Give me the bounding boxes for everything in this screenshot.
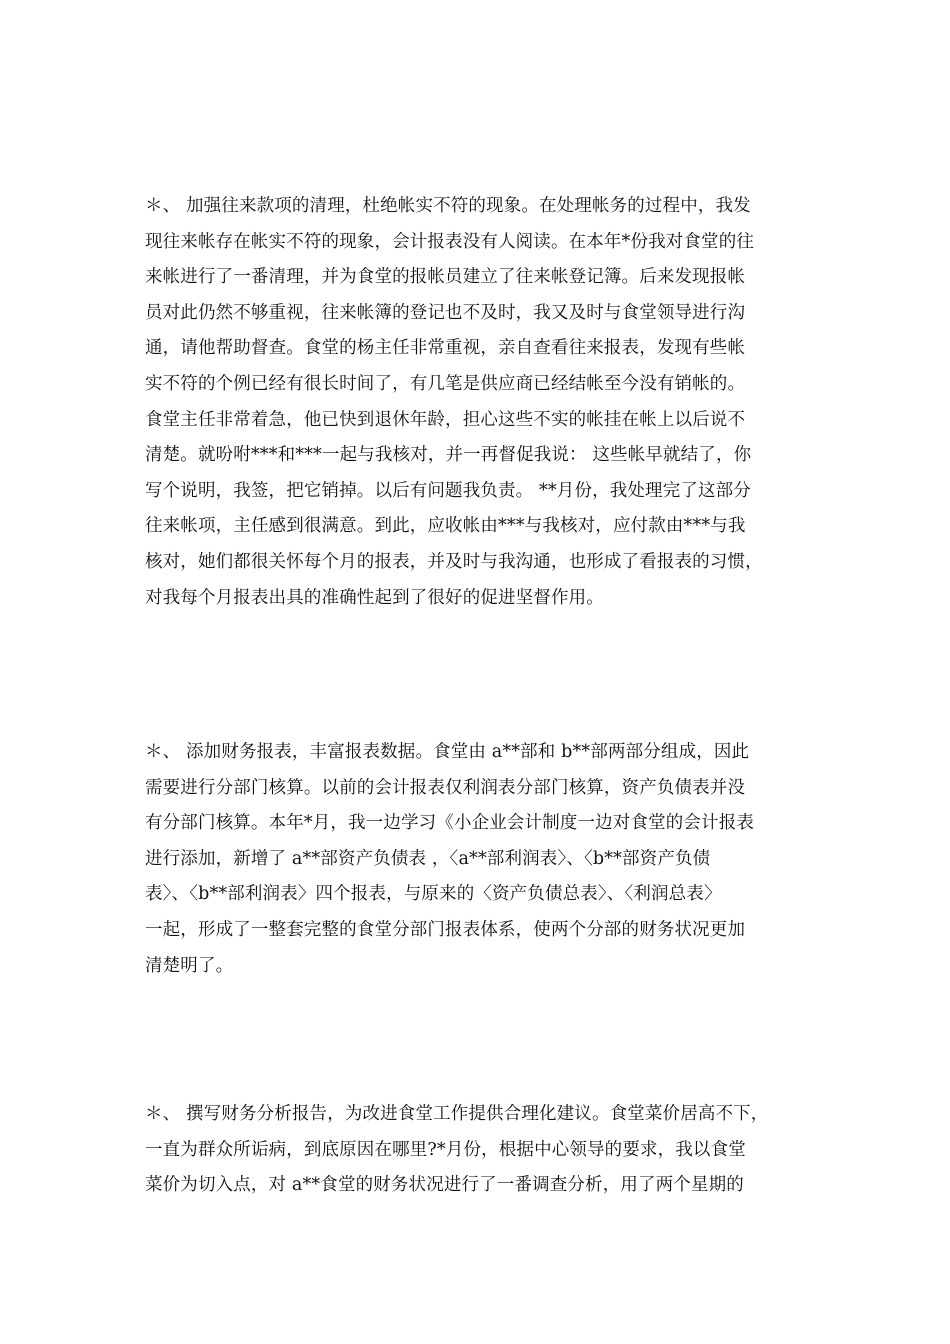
paragraph-line: 一直为群众所诟病，到底原因在哪里?*月份，根据中心领导的要求，我以食堂 bbox=[145, 1139, 746, 1160]
paragraph-line: 有分部门核算。本年*月，我一边学习《小企业会计制度一边对食堂的会计报表 bbox=[145, 813, 754, 834]
paragraph-line: 清楚。就吩咐***和***一起与我核对，并一再督促我说： 这些帐早就结了，你 bbox=[145, 445, 752, 466]
paragraph-line: 对我每个月报表出具的准确性起到了很好的促进坚督作用。 bbox=[145, 587, 604, 608]
paragraph-line: 通，请他帮助督查。食堂的杨主任非常重视，亲自查看往来报表，发现有些帐 bbox=[145, 338, 746, 359]
paragraph-add-reports bbox=[145, 735, 810, 984]
paragraph-line: 进行添加，新增了 a**部资产负债表 ，〈a**部利润表〉、〈b**部资产负债 bbox=[145, 848, 711, 869]
paragraph-line: ＊、 撰写财务分析报告，为改进食堂工作提供合理化建议。食堂菜价居高不下， bbox=[145, 1104, 769, 1124]
paragraph-financial-analysis bbox=[145, 1097, 810, 1204]
paragraph-line: 往来帐项，主任感到很满意。到此，应收帐由***与我核对，应付款由***与我 bbox=[145, 516, 746, 537]
paragraph-line: 一起，形成了一整套完整的食堂分部门报表体系，使两个分部的财务状况更加 bbox=[145, 919, 746, 940]
paragraph-line: 实不符的个例已经有很长时间了，有几笔是供应商已经结帐至今没有销帐的。 bbox=[145, 373, 746, 394]
paragraph-line: ＊、 加强往来款项的清理，杜绝帐实不符的现象。在处理帐务的过程中，我发 bbox=[145, 196, 751, 216]
paragraph-line: 核对，她们都很关怀每个月的报表，并及时与我沟通，也形成了看报表的习惯， bbox=[145, 551, 763, 572]
paragraph-line: 员对此仍然不够重视，往来帐簿的登记也不及时，我又及时与食堂领导进行沟 bbox=[145, 302, 746, 323]
paragraph-line: 需要进行分部门核算。以前的会计报表仅利润表分部门核算，资产负债表并没 bbox=[145, 777, 746, 798]
paragraph-line: 现往来帐存在帐实不符的现象，会计报表没有人阅读。在本年*份我对食堂的往 bbox=[145, 231, 754, 252]
paragraph-line: 清楚明了。 bbox=[145, 955, 234, 976]
paragraph-line: 食堂主任非常着急，他已快到退休年龄，担心这些不实的帐挂在帐上以后说不 bbox=[145, 409, 746, 430]
paragraph-line: ＊、 添加财务报表，丰富报表数据。食堂由 a**部和 b**部两部分组成，因此 bbox=[145, 742, 750, 762]
paragraph-line: 菜价为切入点，对 a**食堂的财务状况进行了一番调查分析，用了两个星期的 bbox=[145, 1175, 744, 1196]
paragraph-line: 表〉、〈b**部利润表〉四个报表，与原来的〈资产负债总表〉、〈利润总表〉 bbox=[145, 884, 722, 905]
paragraph-line: 写个说明，我签，把它销掉。以后有问题我负责。 **月份，我处理完了这部分 bbox=[145, 480, 751, 501]
paragraph-reconcile-accounts bbox=[145, 189, 810, 616]
paragraph-line: 来帐进行了一番清理，并为食堂的报帐员建立了往来帐登记簿。后来发现报帐 bbox=[145, 267, 746, 288]
